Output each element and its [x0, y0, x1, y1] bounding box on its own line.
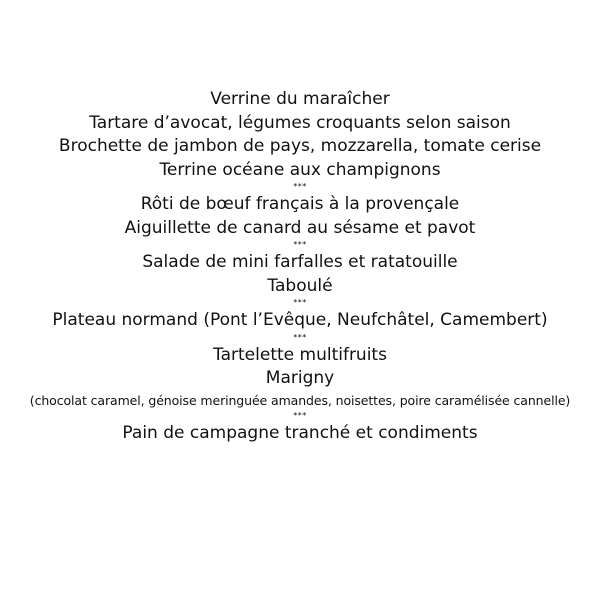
- section-separator: ***: [293, 240, 307, 249]
- menu-item: Tartare d’avocat, légumes croquants selon saison: [89, 112, 511, 133]
- menu-item-description: (chocolat caramel, génoise meringuée amandes, noisettes, poire caramélisée cannelle): [29, 392, 571, 408]
- section-separator: ***: [293, 410, 307, 420]
- menu-item: Plateau normand (Pont l’Evêque, Neufchâtel, Camembert): [52, 310, 548, 330]
- menu-item: Marigny: [265, 368, 335, 388]
- menu-item: Rôti de bœuf français à la provençale: [140, 194, 460, 214]
- menu-item: Pain de campagne tranché et condiments: [122, 422, 478, 443]
- menu-item: Terrine océane aux champignons: [159, 159, 441, 180]
- menu-item: Tartelette multifruits: [213, 344, 387, 365]
- section-separator: ***: [293, 182, 307, 191]
- menu-item: Brochette de jambon de pays, mozzarella, tomate cerise: [58, 136, 542, 156]
- section-separator: ***: [293, 298, 307, 307]
- menu-item: Verrine du maraîcher: [210, 89, 390, 109]
- menu-list: [0, 88, 600, 445]
- menu-item: Salade de mini farfalles et ratatouille: [142, 252, 458, 272]
- menu-item: Aiguillette de canard au sésame et pavot: [124, 217, 476, 238]
- menu-item: Taboulé: [267, 275, 333, 296]
- section-separator: ***: [293, 332, 307, 342]
